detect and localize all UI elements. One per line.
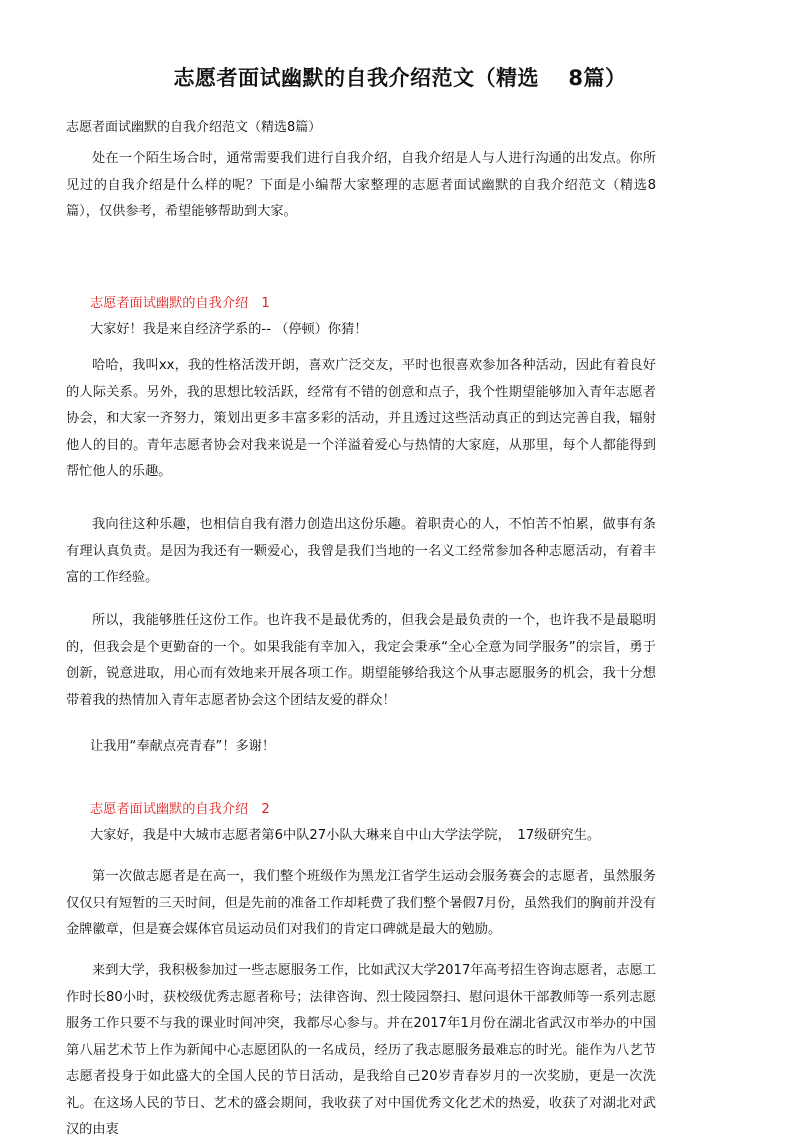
section-1-paragraph-2: 我向往这种乐趣，也相信自我有潜力创造出这份乐趣。着职责心的人，不怕苦不怕累，做事有条有理认真负责。是因为我还有一颗爱心，我曾是我们当地的一名义工经常参加各种志愿活动，有着丰富的工作经验。 <box>66 517 656 585</box>
section-1-greeting: 大家好！我是来自经济学系的-- （停顿）你猜！ <box>90 322 368 337</box>
intro-paragraph: 处在一个陌生场合时，通常需要我们进行自我介绍，自我介绍是人与人进行沟通的出发点。你所见过的自我介绍是什么样的呢？下面是小编帮大家整理的志愿者面试幽默的自我介绍范文（精选8篇），仅供参考，希望能够帮助到大家。 <box>66 151 656 219</box>
document-title: 志愿者面试幽默的自我介绍范文（精选 8篇） <box>173 66 627 90</box>
section-1-closing: 让我用“奉献点亮青春”！多谢！ <box>90 739 276 754</box>
section-1-heading: 志愿者面试幽默的自我介绍 1 <box>90 296 270 311</box>
section-2-greeting: 大家好，我是中大城市志愿者第6中队27小队大琳来自中山大学法学院， 17级研究生。 <box>90 828 601 843</box>
document-subtitle: 志愿者面试幽默的自我介绍范文（精选8篇） <box>66 120 322 135</box>
section-1-paragraph-1: 哈哈，我叫xx，我的性格活泼开朗，喜欢广泛交友，平时也很喜欢参加各种活动，因此有着良好的人际关系。另外，我的思想比较活跃，经常有不错的创意和点子，我个性期望能够加入青年志愿者协会，和大家一齐努力，策划出更多丰富多彩的活动，并且透过这些活动真正的到达完善自我，辐射他人的目的。青年志愿者协会对我来说是一个洋溢着爱心与热情的大家庭，从那里，每个人都能得到帮忙他人的乐趣。 <box>66 358 656 479</box>
section-2-paragraph-2: 来到大学，我积极参加过一些志愿服务工作，比如武汉大学2017年高考招生咨询志愿者，志愿工作时长80小时，获校级优秀志愿者称号；法律咨询、烈士陵园祭扫、慰问退休干部教师等一系列志愿服务工作只要不与我的课业时间冲突，我都尽心参与。并在2017年1月份在湖北省武汉市举办的中国第八届艺术节上作为新闻中心志愿团队的一名成员，经历了我志愿服务最难忘的时光。能作为八艺节志愿者投身于如此盛大的全国人民的节日活动，是我给自己20岁青春岁月的一次奖励，更是一次洗礼。在这场人民的节日、艺术的盛会期间，我收获了对中国优秀文化艺术的热爱，收获了对湖北对武汉的由衷 <box>66 963 656 1137</box>
section-1-paragraph-3: 所以，我能够胜任这份工作。也许我不是最优秀的，但我会是最负责的一个，也许我不是最聪明的，但我会是个更勤奋的一个。如果我能有幸加入，我定会秉承“全心全意为同学服务”的宗旨，勇于创新，锐意进取，用心而有效地来开展各项工作。期望能够给我这个从事志愿服务的机会，我十分想带着我的热情加入青年志愿者协会这个团结友爱的群众！ <box>66 613 656 708</box>
section-2-heading: 志愿者面试幽默的自我介绍 2 <box>90 802 270 817</box>
section-2-paragraph-1: 第一次做志愿者是在高一，我们整个班级作为黑龙江省学生运动会服务赛会的志愿者，虽然服务仅仅只有短暂的三天时间，但是先前的准备工作却耗费了我们整个暑假7月份，虽然我们的胸前并没有金牌徽章，但是赛会媒体官员运动员们对我们的肯定口碑就是最大的勉励。 <box>66 869 656 937</box>
